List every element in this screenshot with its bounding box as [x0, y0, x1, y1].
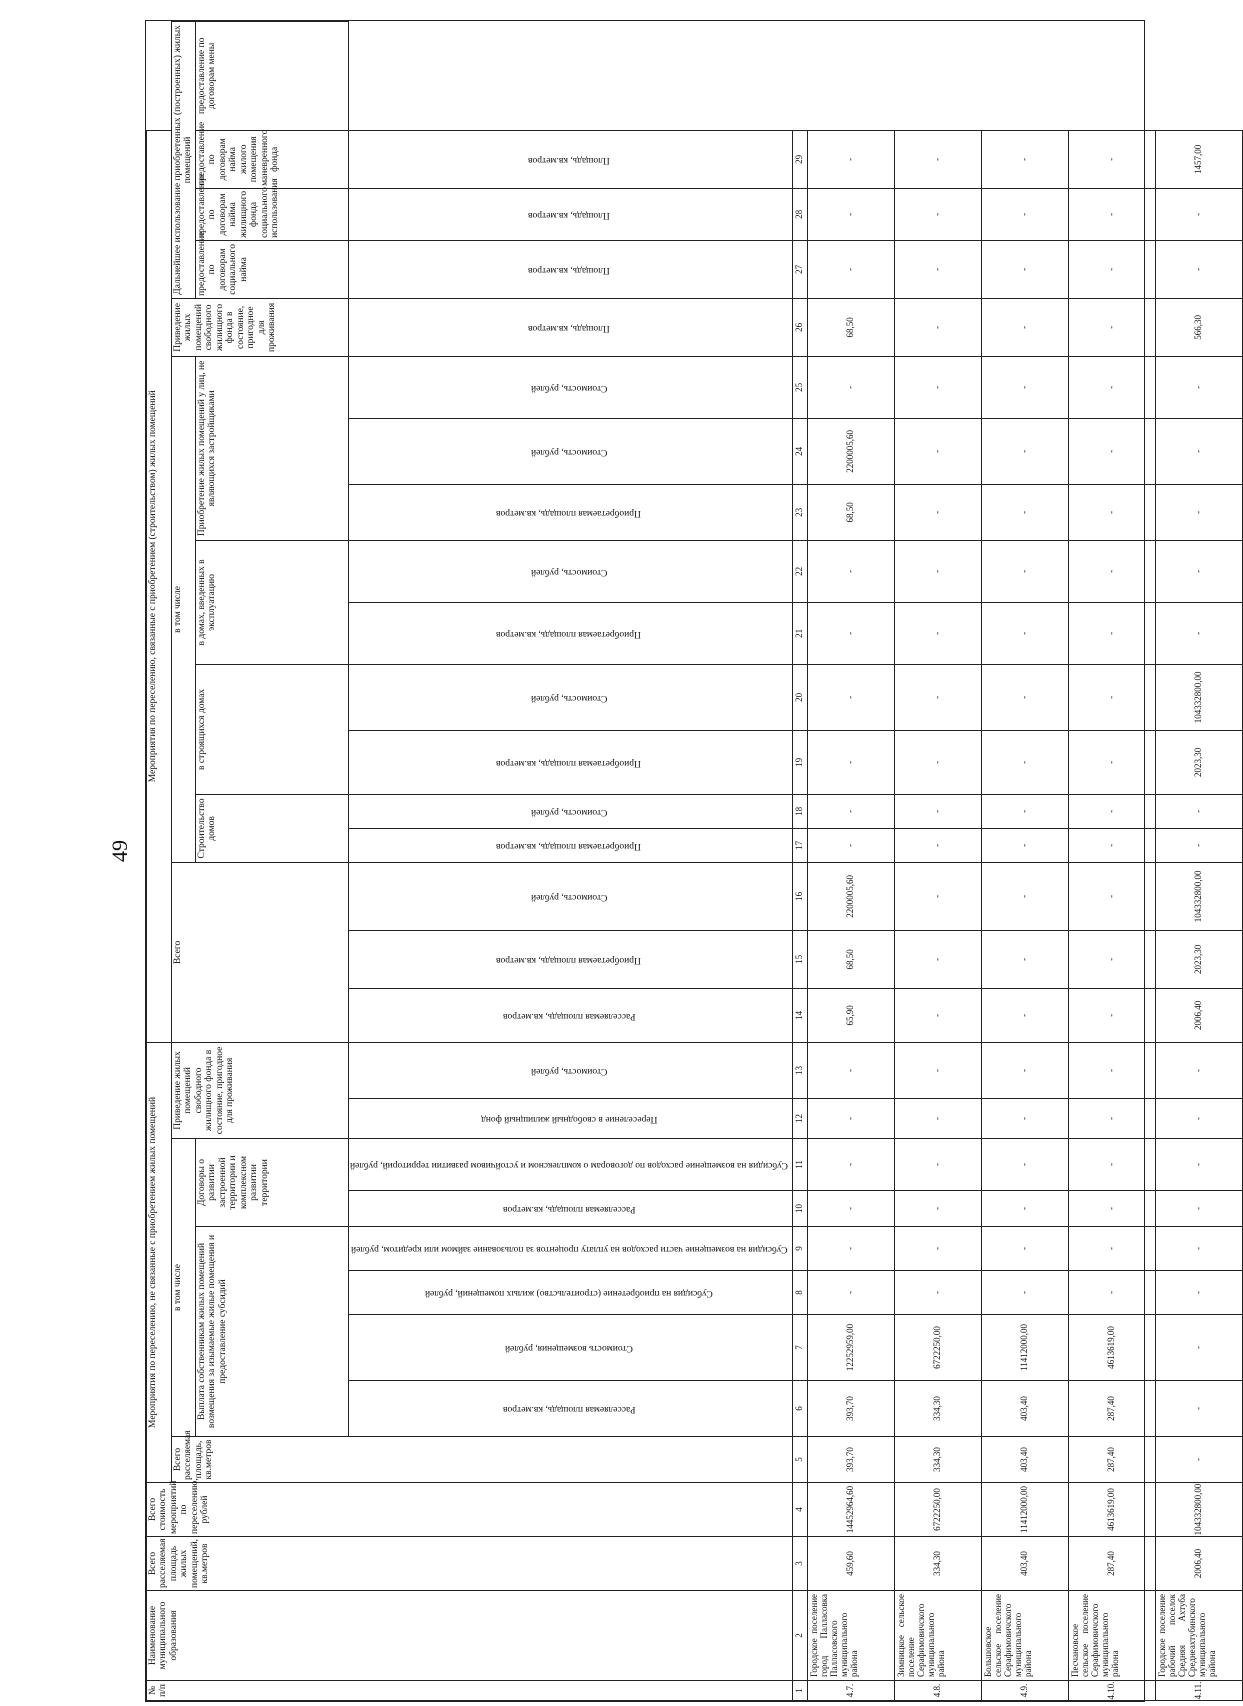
header-bring-b: Приведение жилых помещений свободного жилищного фонда в состояние, пригодное для проживания	[172, 298, 349, 356]
table-cell: -	[1156, 418, 1243, 484]
document-sheet	[145, 20, 1217, 1702]
column-number: 18	[793, 794, 808, 828]
table-cell: -	[895, 130, 982, 188]
row-number: 4.8.	[895, 1681, 982, 1701]
header-group-not-purchase: Мероприятия по переселению, не связанные с приобретением жилых помещений	[147, 1042, 172, 1482]
table-cell: 2023,30	[1156, 730, 1243, 794]
table-cell: -	[1069, 484, 1156, 540]
table-cell: 2006,40	[1156, 988, 1243, 1042]
table-cell: -	[1156, 1042, 1243, 1098]
table-cell: -	[895, 664, 982, 730]
table-cell: 2200005,60	[808, 418, 895, 484]
header-further-use: Дальнейшее использование приобретенных (построенных) жилых помещений	[172, 22, 196, 299]
header-construction-area: Приобретаемая площадь, кв.метров	[348, 828, 792, 862]
column-number: 28	[793, 188, 808, 240]
table-cell: 2023,30	[1156, 930, 1243, 988]
column-number: 20	[793, 664, 808, 730]
table-cell: 14452964,60	[808, 1483, 895, 1537]
table-cell: -	[808, 130, 895, 188]
table-cell: -	[895, 418, 982, 484]
column-number: 14	[793, 988, 808, 1042]
table-cell: -	[1069, 602, 1156, 664]
header-nondev-cost: Стоимость, рублей	[348, 418, 792, 484]
header-total-cost: Всего стоимость мероприятий по переселению, рублей	[147, 1483, 793, 1537]
column-number: 7	[793, 1315, 808, 1381]
table-cell: 287,40	[1069, 1381, 1156, 1437]
column-number: 3	[793, 1537, 808, 1591]
table-cell: 566,30	[1156, 298, 1243, 356]
table-cell: -	[1156, 828, 1243, 862]
header-in-that-number-a: в том числе	[172, 1139, 196, 1437]
page-number: 49	[107, 840, 132, 862]
table-cell: -	[1069, 794, 1156, 828]
table-cell: -	[1156, 540, 1243, 602]
header-in-commissioned-cost: Стоимость, рублей	[348, 540, 792, 602]
table-cell: -	[895, 540, 982, 602]
column-number: 9	[793, 1227, 808, 1271]
municipality-name: Зимницкое сельское поселение Серафимовичского муниципального района	[895, 1591, 982, 1681]
table-cell: 334,30	[895, 1537, 982, 1591]
column-number: 12	[793, 1099, 808, 1139]
table-cell: -	[808, 1042, 895, 1098]
table-cell: -	[895, 356, 982, 418]
header-subsidy-interest: Субсидия на возмещение части расходов на уплату процентов за пользование займом или кредитом, рублей	[348, 1227, 792, 1271]
column-number: 1	[793, 1681, 808, 1701]
table-cell: -	[895, 1139, 982, 1191]
table-cell: 68,50	[808, 484, 895, 540]
table-cell: -	[982, 794, 1069, 828]
table-cell: -	[1156, 484, 1243, 540]
table-cell: -	[982, 484, 1069, 540]
table-cell: -	[982, 1139, 1069, 1191]
resettlement-table	[146, 21, 1243, 1701]
header-maneuver-area: Площадь, кв.метров	[348, 188, 792, 240]
table-body	[808, 22, 1243, 1701]
table-cell: -	[895, 730, 982, 794]
table-cell: -	[895, 602, 982, 664]
table-cell: -	[982, 1227, 1069, 1271]
header-in-commissioned-area: Приобретаемая площадь, кв.метров	[348, 602, 792, 664]
column-number: 13	[793, 1042, 808, 1098]
table-cell: -	[1069, 1042, 1156, 1098]
table-cell: -	[1069, 730, 1156, 794]
table-cell: 11412000,00	[982, 1315, 1069, 1381]
table-cell: 12252959,00	[808, 1315, 895, 1381]
column-number: 10	[793, 1191, 808, 1227]
row-number: 4.10.	[1069, 1681, 1156, 1701]
table-cell: -	[982, 1042, 1069, 1098]
table-cell: -	[808, 828, 895, 862]
header-in-construction: в строящихся домах	[195, 664, 348, 794]
header-area-contracts: Расселяемая площадь, кв.метров	[348, 1191, 792, 1227]
column-number: 27	[793, 240, 808, 298]
header-subsidy-contracts: Субсидия на возмещение расходов по договорам о комплексном и устойчивом развитии территорий, рублей	[348, 1139, 792, 1191]
header-construction: Строительство домов	[195, 794, 348, 862]
header-purchase-nondev: Приобретение жилых помещений у лиц, не являющихся застройщиками	[195, 356, 348, 540]
column-number: 15	[793, 930, 808, 988]
header-construction-cost: Стоимость, рублей	[348, 794, 792, 828]
table-cell: -	[1069, 828, 1156, 862]
table-cell: -	[895, 240, 982, 298]
table-cell: -	[1156, 1271, 1243, 1315]
table-cell: -	[982, 188, 1069, 240]
column-number: 5	[793, 1437, 808, 1483]
table-cell: 287,40	[1069, 1537, 1156, 1591]
table-cell: 6722250,00	[895, 1315, 982, 1381]
table-cell: -	[982, 130, 1069, 188]
header-nondev-area: Приобретаемая площадь, кв.метров	[348, 484, 792, 540]
header-in-construction-area: Приобретаемая площадь, кв.метров	[348, 730, 792, 794]
row-number: 4.11.	[1156, 1681, 1243, 1701]
table-cell: 104332800,00	[1156, 862, 1243, 930]
table-cell: -	[895, 1099, 982, 1139]
table-cell: -	[808, 356, 895, 418]
table-cell: -	[895, 1227, 982, 1271]
table-cell: -	[982, 1099, 1069, 1139]
header-commercial-area: Площадь, кв.метров	[348, 240, 792, 298]
column-number: 2	[793, 1591, 808, 1681]
row-number: 4.9.	[982, 1681, 1069, 1701]
table-cell: -	[982, 418, 1069, 484]
table-cell: -	[982, 664, 1069, 730]
table-cell: -	[808, 540, 895, 602]
table-cell: -	[895, 298, 982, 356]
table-cell: -	[982, 988, 1069, 1042]
table-cell: -	[1069, 418, 1156, 484]
table-cell: -	[982, 930, 1069, 988]
table-cell: 403,40	[982, 1537, 1069, 1591]
table-cell: 459,60	[808, 1537, 895, 1591]
column-number: 6	[793, 1381, 808, 1437]
table-cell: -	[808, 602, 895, 664]
header-use-social: предоставление по договорам социального найма	[195, 240, 348, 298]
header-exchange-area: Площадь, кв.метров	[348, 130, 792, 188]
table-cell: -	[1156, 188, 1243, 240]
table-cell: -	[895, 930, 982, 988]
column-number: 24	[793, 418, 808, 484]
table-cell: -	[1069, 130, 1156, 188]
table-cell: -	[895, 828, 982, 862]
table-cell: 65,90	[808, 988, 895, 1042]
table-cell: -	[982, 1191, 1069, 1227]
column-number: 16	[793, 862, 808, 930]
header-payment: Выплата собственникам жилых помещений возмещения за изымаемые жилые помещения и предоставление субсидий	[195, 1227, 348, 1437]
header-use-commercial: предоставление по договорам найма жилищного фонда социального использования	[195, 188, 348, 240]
table-cell: -	[1069, 356, 1156, 418]
column-number: 17	[793, 828, 808, 862]
table-cell: -	[1156, 356, 1243, 418]
column-number: 25	[793, 356, 808, 418]
column-number: 26	[793, 298, 808, 356]
table-cell: -	[1156, 1191, 1243, 1227]
table-cell: 393,70	[808, 1381, 895, 1437]
table-cell: -	[1069, 1227, 1156, 1271]
table-cell: 4613619,00	[1069, 1315, 1156, 1381]
table-cell: -	[982, 1271, 1069, 1315]
table-cell: 4613619,00	[1069, 1483, 1156, 1537]
table-cell: -	[895, 1042, 982, 1098]
header-in-that-number-b: в том числе	[172, 356, 196, 862]
header-bring-b-cost: Стоимость, рублей	[348, 356, 792, 418]
table-cell: -	[1069, 664, 1156, 730]
header-in-commissioned: в домах, введенных в эксплуатацию	[195, 540, 348, 664]
table-cell: -	[982, 828, 1069, 862]
table-cell: -	[1156, 602, 1243, 664]
header-bring-a-cost: Стоимость, рублей	[348, 1042, 792, 1098]
header-name: Наименование муниципального образования	[147, 1591, 793, 1681]
column-number: 29	[793, 130, 808, 188]
header-total: Всего	[172, 862, 349, 1042]
header-group-a-total-area: Всего расселяемая площадь, кв.метров	[172, 1437, 793, 1483]
header-cost-compensation: Стоимость возмещения, рублей	[348, 1315, 792, 1381]
column-number: 4	[793, 1483, 808, 1537]
table-cell: 287,40	[1069, 1437, 1156, 1483]
table-cell: -	[1069, 188, 1156, 240]
table-cell: -	[808, 1271, 895, 1315]
header-subsidy-purchase: Субсидия на приобретение (строительство) жилых помещений, рублей	[348, 1271, 792, 1315]
table-cell: 2200005,60	[808, 862, 895, 930]
table-row	[808, 22, 895, 1701]
header-in-construction-cost: Стоимость, рублей	[348, 664, 792, 730]
table-cell: -	[1069, 930, 1156, 988]
table-cell: -	[1069, 240, 1156, 298]
table-cell: -	[1156, 1315, 1243, 1381]
table-cell: -	[808, 730, 895, 794]
column-number-row	[793, 22, 808, 1701]
table-cell: -	[1069, 1271, 1156, 1315]
table-cell: -	[1069, 1139, 1156, 1191]
table-cell: -	[982, 298, 1069, 356]
table-cell: -	[895, 1191, 982, 1227]
table-cell: 104332800,00	[1156, 664, 1243, 730]
header-total-cost-sub: Стоимость, рублей	[348, 862, 792, 930]
table-cell: -	[1069, 1191, 1156, 1227]
table-cell: -	[1069, 1099, 1156, 1139]
table-cell: -	[982, 356, 1069, 418]
municipality-name: Городское поселение город Палласовка Палласовского муниципального района	[808, 1591, 895, 1681]
table-cell: 393,70	[808, 1437, 895, 1483]
header-use-maneuver: предоставление по договорам найма жилого помещения маневренного фонда	[195, 130, 348, 188]
table-cell: -	[982, 240, 1069, 298]
header-total-resettle-area: Расселяемая площадь, кв.метров	[348, 988, 792, 1042]
table-cell: -	[808, 794, 895, 828]
table-cell: -	[808, 664, 895, 730]
table-cell: -	[1069, 298, 1156, 356]
header-bring-a: Приведение жилых помещений свободного жилищного фонда в состояние, пригодное для проживания	[172, 1042, 349, 1138]
table-cell: 11412000,00	[982, 1483, 1069, 1537]
column-number: 23	[793, 484, 808, 540]
table-cell: -	[1156, 1099, 1243, 1139]
header-use-exchange: предоставление по договорам мены	[195, 22, 348, 131]
table-cell: -	[1156, 1227, 1243, 1271]
table-cell: -	[808, 240, 895, 298]
table-cell: -	[808, 1099, 895, 1139]
table-cell: -	[982, 862, 1069, 930]
table-cell: 334,30	[895, 1437, 982, 1483]
table-cell: -	[982, 540, 1069, 602]
table-cell: -	[1069, 540, 1156, 602]
table-cell: -	[895, 988, 982, 1042]
table-cell: -	[1156, 1437, 1243, 1483]
header-total-area: Всего расселяемая площадь жилых помещений, кв.метров	[147, 1537, 793, 1591]
table-cell: -	[808, 188, 895, 240]
table-cell: -	[1156, 1139, 1243, 1191]
table-cell: -	[1156, 240, 1243, 298]
header-social-area: Площадь, кв.метров	[348, 298, 792, 356]
municipality-name: Большовское сельское поселение Серафимовичского муниципального района	[982, 1591, 1069, 1681]
table-cell: -	[895, 1271, 982, 1315]
table-cell: 403,40	[982, 1381, 1069, 1437]
table-cell: 104332800,00	[1156, 1483, 1243, 1537]
table-cell: 6722250,00	[895, 1483, 982, 1537]
table-cell: -	[895, 794, 982, 828]
header-resettle-free-area: Переселение в свободный жилищный фонд	[348, 1099, 792, 1139]
table-cell: 2006,40	[1156, 1537, 1243, 1591]
column-number: 11	[793, 1139, 808, 1191]
rotated-table-frame	[146, 21, 1217, 1701]
table-cell: 403,40	[982, 1437, 1069, 1483]
header-total-acq-area: Приобретаемая площадь, кв.метров	[348, 930, 792, 988]
column-number: 22	[793, 540, 808, 602]
table-cell: -	[1156, 1381, 1243, 1437]
header-group-purchase: Мероприятия по переселению, связанные с приобретением (строительством) жилых помещений	[147, 130, 172, 1042]
table-cell: -	[1069, 988, 1156, 1042]
table-cell: 68,50	[808, 298, 895, 356]
table-row	[1156, 22, 1243, 1701]
table-cell: -	[895, 862, 982, 930]
municipality-name: Песчановское сельское поселение Серафимовичского муниципального района	[1069, 1591, 1156, 1681]
table-cell: -	[1156, 794, 1243, 828]
header-area: Расселяемая площадь, кв.метров	[348, 1381, 792, 1437]
table-cell: -	[982, 602, 1069, 664]
table-cell: 1457,00	[1156, 130, 1243, 188]
table-cell: -	[808, 1227, 895, 1271]
column-number: 19	[793, 730, 808, 794]
table-cell: 334,30	[895, 1381, 982, 1437]
table-row	[982, 22, 1069, 1701]
table-cell: 68,50	[808, 930, 895, 988]
municipality-name: Городское поселение рабочий поселок Средняя Ахтуба Среднеахтубинского муниципального района	[1156, 1591, 1243, 1681]
table-cell: -	[895, 188, 982, 240]
table-cell: -	[895, 484, 982, 540]
table-row	[895, 22, 982, 1701]
header-num: № п/п	[147, 1681, 793, 1701]
header-contracts: Договоры о развитии застроенной территории и комплексном развитии территории	[195, 1139, 348, 1227]
table-cell: -	[808, 1191, 895, 1227]
row-number: 4.7.	[808, 1681, 895, 1701]
column-number: 8	[793, 1271, 808, 1315]
table-cell: -	[1069, 862, 1156, 930]
table-row	[1069, 22, 1156, 1701]
column-number: 21	[793, 602, 808, 664]
table-cell: -	[808, 1139, 895, 1191]
table-cell: -	[982, 730, 1069, 794]
